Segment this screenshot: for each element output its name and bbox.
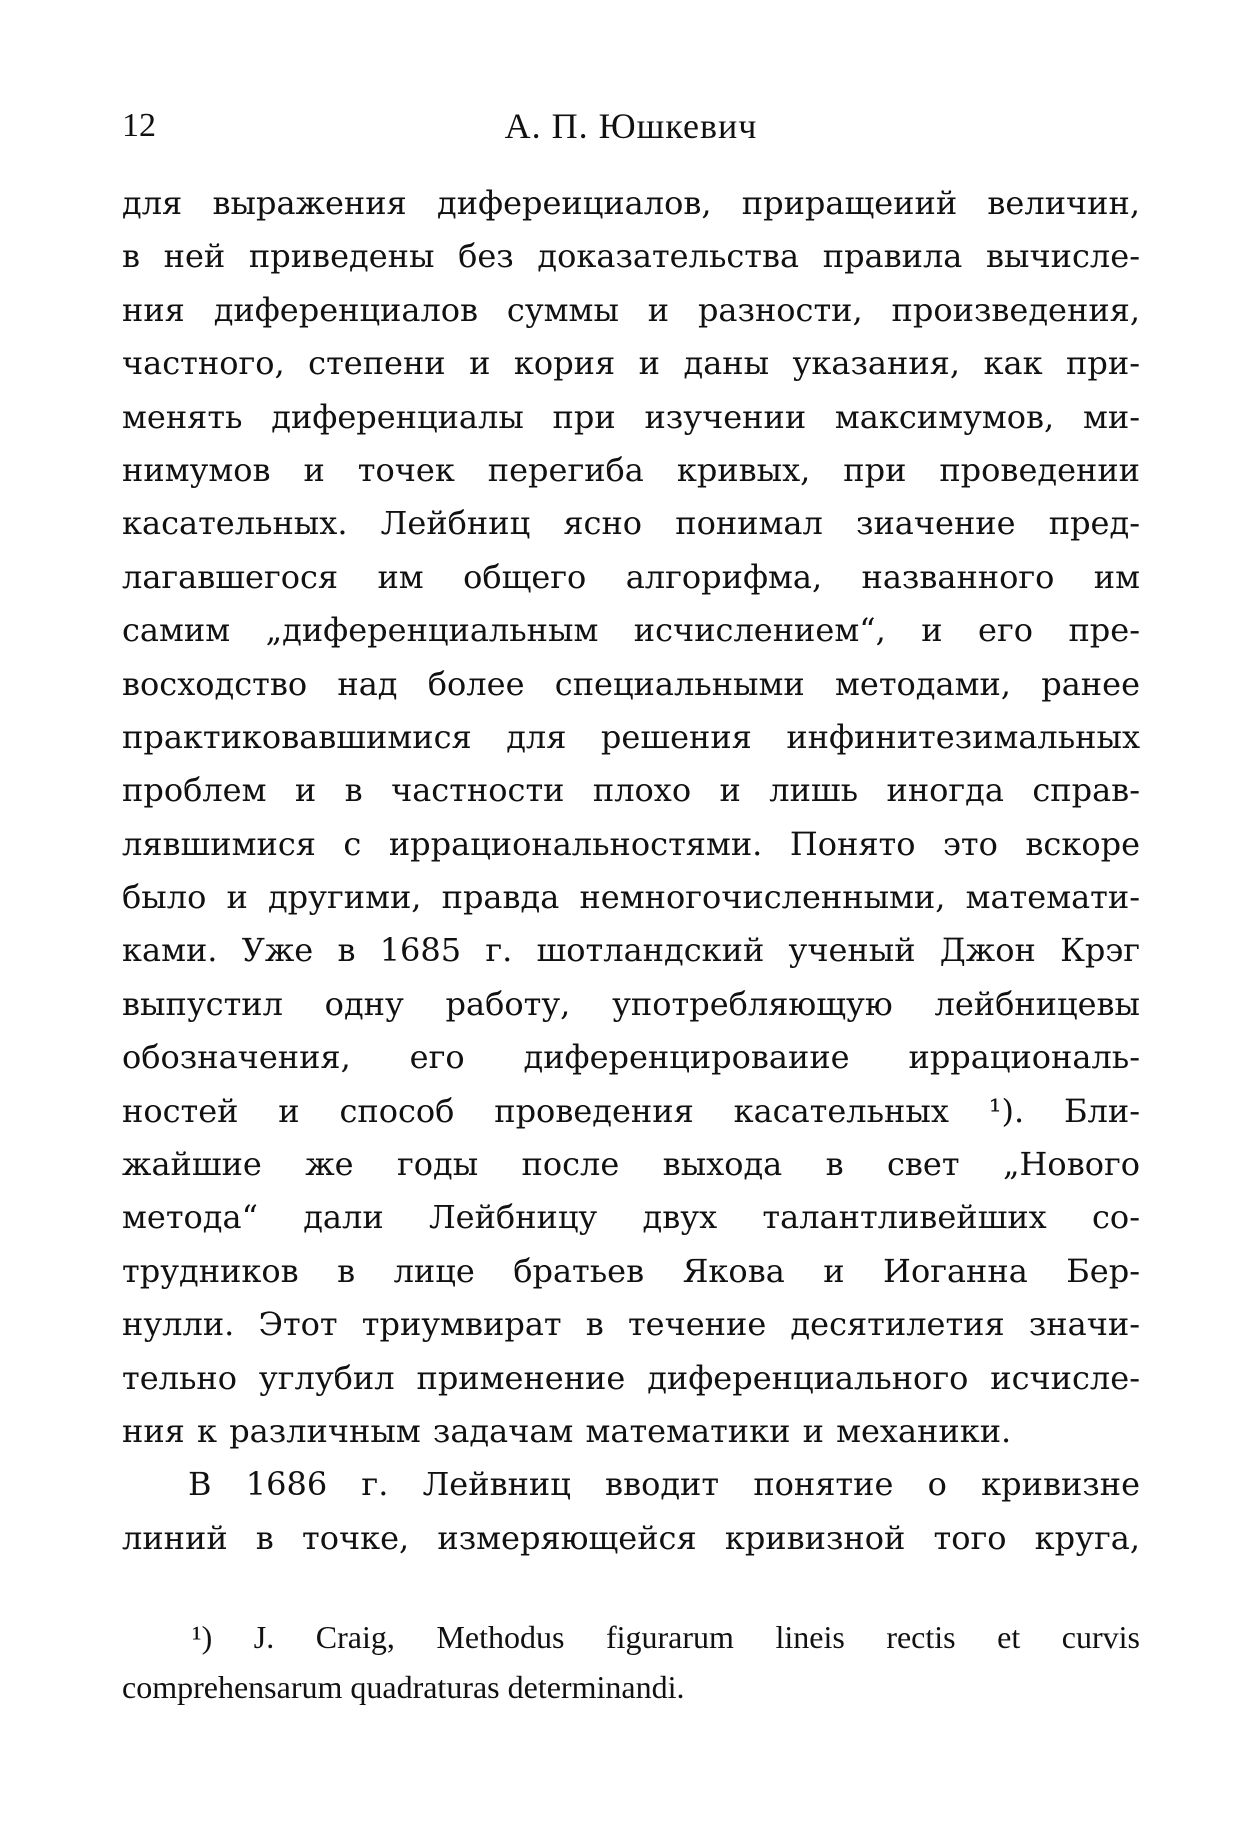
text-line: практиковавшимися для решения инфинитезимальных: [122, 717, 1140, 756]
paragraph-start-line: В 1686 г. Лейвниц вводит понятие о кривизне: [188, 1465, 1140, 1504]
footnote: [122, 1612, 1140, 1712]
text-line: нимумов и точек перегиба кривых, при проведении: [122, 450, 1140, 489]
text-line: трудников в лице братьев Якова и Иоганна Бер-: [122, 1251, 1140, 1290]
text-line: лявшимися с иррациональностями. Понято это вскоре: [122, 824, 1140, 863]
text-line: касательных. Лейбниц ясно понимал зиачение пред-: [122, 504, 1140, 543]
text-line: проблем и в частности плохо и лишь иногда справ-: [122, 771, 1140, 810]
text-line: ностей и способ проведения касательных ¹). Бли-: [122, 1091, 1140, 1130]
text-line: жайшие же годы после выхода в свет „Нового: [122, 1145, 1140, 1184]
text-line: тельно углубил применение диференциального исчисле-: [122, 1358, 1140, 1397]
main-text: [122, 177, 1140, 1565]
running-head-author: А. П. Юшкевич: [504, 106, 758, 146]
text-line: было и другими, правда немногочисленными, математи-: [122, 878, 1140, 917]
page-number: 12: [122, 107, 156, 144]
text-line: обозначения, его диференцироваиие иррациональ-: [122, 1038, 1140, 1077]
text-line: в ней приведены без доказательства правила вычисле-: [122, 237, 1140, 276]
page-header: [122, 96, 1140, 156]
text-line: выпустил одну работу, употребляющую лейбницевы: [122, 984, 1140, 1023]
text-line: лагавшегося им общего алгорифма, названного им: [122, 557, 1140, 596]
text-line: восходство над более специальными методами, ранее: [122, 664, 1140, 703]
footnote-line: ¹) J. Craig, Methodus figurarum lineis rectis et curvis: [192, 1619, 1140, 1655]
text-line: частного, степени и кория и даны указания, как при-: [122, 344, 1140, 383]
text-line: менять диференциалы при изучении максимумов, ми-: [122, 397, 1140, 436]
text-line: ния к различным задачам математики и механики.: [122, 1411, 1012, 1450]
text-line: для выражения дифереициалов, приращеиий величин,: [122, 184, 1140, 222]
text-line: линий в точке, измеряющейся кривизной того круга,: [122, 1518, 1140, 1557]
text-line: метода“ дали Лейбницу двух талантливейших со-: [122, 1198, 1140, 1237]
text-line: ния диференциалов суммы и разности, произведения,: [122, 290, 1140, 329]
footnote-line: comprehensarum quadraturas determinandi.: [122, 1669, 685, 1705]
text-line: нулли. Этот триумвират в течение десятилетия значи-: [122, 1305, 1140, 1344]
text-line: самим „диференциальным исчислением“, и его пре-: [122, 611, 1140, 650]
text-line: ками. Уже в 1685 г. шотландский ученый Джон Крэг: [122, 931, 1140, 970]
